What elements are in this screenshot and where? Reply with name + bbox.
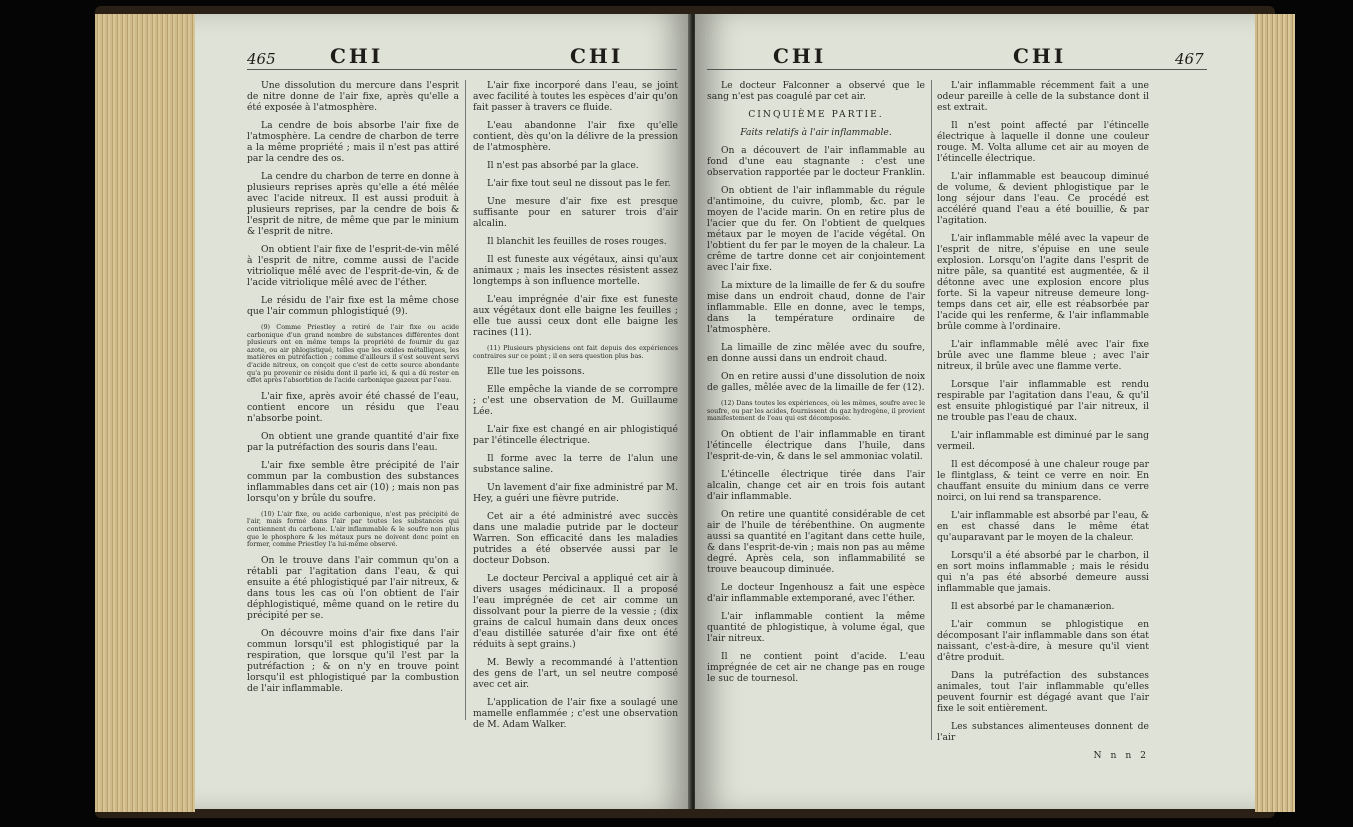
paragraph: Il n'est point affecté par l'étincelle électrique à laquelle il donne une couleur rouge. M. Volta allume cet air au moyen de l'étincelle électrique. (937, 120, 1149, 164)
paragraph: L'air inflammable mêlé avec la vapeur de l'esprit de nitre, s'épuise en une seule explosion. Lorsqu'on l'agite dans l'esprit de nitre pâle, sa quantité est augmentée, & il détonne avec une explosion encore plus forte. Si la vapeur nitreuse demeure long-temps dans cet air, elle est réabsorbée par l'acide qui les renferme, & l'air inflammable brûle comme à l'ordinaire. (937, 233, 1149, 332)
footnote: (12) Dans toutes les expériences, où les mêmes, soufre avec le soufre, ou par les acides, fournissent du gaz hydrogène, il provient manifestement de l'eau qui est décomposée. (707, 399, 925, 423)
footnote: (9) Comme Priestley a retiré de l'air fixe ou acide carbonique d'un grand nombre de substances différentes dont plusieurs ont en même temps la propriété de fournir du gaz azote, ou air phlogistiqué, telles que les oxides métalliques, les matières en putréfaction ; comme d'ailleurs il s'est souvent servi d'acide nitreux, on conçoit que c'est de cette source abondante qu'a pu provenir ce résidu dont il parle ici, & qui a dû rester en effet après l'absorbtion de l'acide carbonique gazeux par l'eau. (247, 323, 459, 385)
paragraph: L'air fixe incorporé dans l'eau, se joint avec facilité à toutes les espèces d'air qu'on fait passer à travers ce fluide. (473, 80, 678, 113)
section-subtitle: Faits relatifs à l'air inflammable. (740, 127, 892, 138)
paragraph: Un lavement d'air fixe administré par M. Hey, a guéri une fièvre putride. (473, 482, 678, 505)
paragraph: Dans la putréfaction des substances animales, tout l'air inflammable qu'elles peuvent fournir est dégagé avant que l'air fixe le soit entièrement. (937, 670, 1149, 714)
page-edges-right (1255, 14, 1295, 812)
page-number: 467 (1175, 50, 1204, 68)
text-column-1 (707, 80, 925, 691)
paragraph: L'air inflammable mêlé avec l'air fixe brûle avec une flamme bleue ; avec l'air nitreux, il brûle avec une flamme verte. (937, 339, 1149, 372)
paragraph: L'eau imprégnée d'air fixe est funeste aux végétaux dont elle baigne les feuilles ; elle tue aussi ceux dont elle baigne les racines (11). (473, 294, 678, 338)
paragraph: On obtient de l'air inflammable du régule d'antimoine, du cuivre, plomb, &c. par le moyen de l'acide marin. On en retire plus de l'acier que du fer. On l'obtient de quelques métaux par le moyen de l'acide végétal. On l'obtient du fer par le moyen de la chaleur. La crême de tartre donne cet air conjointement avec l'air fixe. (707, 185, 925, 273)
text-column-2 (473, 80, 678, 737)
running-head: CHI (330, 44, 384, 68)
footnote: (10) L'air fixe, ou acide carbonique, n'est pas précipité de l'air, mais formé dans l'air par toutes les substances qui contiennent du carbone. L'air inflammable & le soufre non plus que le phosphore & les métaux purs ne doivent donc point en former, comme Priestley l'a lui-même observé. (247, 509, 459, 549)
paragraph: L'air inflammable est absorbé par l'eau, & en est chassé dans le même état qu'auparavant par le moyen de la chaleur. (937, 510, 1149, 543)
page-edges-left (95, 14, 195, 812)
text-column-2 (937, 80, 1149, 768)
paragraph: L'application de l'air fixe a soulagé une mamelle enflammée ; c'est une observation de M. Adam Walker. (473, 697, 678, 731)
paragraph: Cet air a été administré avec succès dans une maladie putride par le docteur Warren. Son efficacité dans les maladies putrides a été observée aussi par le docteur Dobson. (473, 511, 678, 567)
paragraph: Les substances alimenteuses donnent de l'air (937, 721, 1149, 743)
header-rule (707, 69, 1207, 70)
paragraph: L'air inflammable est beaucoup diminué de volume, & devient phlogistique par le long séjour dans l'eau. Ce procédé est accéléré quand l'eau a été bouillie, & par l'agitation. (937, 171, 1149, 226)
paragraph: L'air fixe semble être précipité de l'air commun par la combustion des substances inflammables dans cet air (10) ; mais non pas lorsqu'on y brûle du soufre. (247, 459, 460, 504)
text-column-1 (247, 80, 459, 701)
page-number: 465 (247, 50, 276, 68)
paragraph: Elle empêche la viande de se corrompre ; c'est une observation de M. Guillaume Lée. (473, 384, 678, 418)
header-rule (247, 69, 677, 70)
left-page (195, 14, 690, 809)
paragraph: On en retire aussi d'une dissolution de noix de galles, mêlée avec de la limaille de fer (12). (707, 371, 925, 393)
paragraph: L'air inflammable est diminué par le sang vermeil. (937, 430, 1149, 452)
paragraph: L'air fixe est changé en air phlogistiqué par l'étincelle électrique. (473, 424, 678, 447)
paragraph: Il ne contient point d'acide. L'eau imprégnée de cet air ne change pas en rouge le suc de tournesol. (707, 650, 925, 684)
paragraph: On a découvert de l'air inflammable au fond d'une eau stagnante : c'est une observation rapportée par le docteur Franklin. (707, 145, 925, 178)
paragraph: L'air fixe tout seul ne dissout pas le fer. (487, 178, 671, 189)
paragraph: La limaille de zinc mêlée avec du soufre, en donne aussi dans un endroit chaud. (707, 342, 925, 364)
paragraph: La cendre du charbon de terre en donne à plusieurs reprises après qu'elle a été mêlée avec l'acide nitreux. Il est aussi produit à plusieurs reprises, par la cendre de bois & l'esprit de nitre, de même que par le minium & l'esprit de nitre. (247, 171, 459, 237)
paragraph: Il n'est pas absorbé par la glace. (487, 160, 639, 171)
paragraph: Il est absorbé par le chamanærion. (951, 601, 1115, 612)
paragraph: On obtient l'air fixe de l'esprit-de-vin mêlé à l'esprit de nitre, comme aussi de l'acide vitriolique mêlé avec de l'esprit-de-vin, & de l'acide vitriolique mêlé avec de l'éther. (247, 244, 459, 288)
paragraph: L'air inflammable contient la même quantité de phlogistique, à volume égal, que l'air nitreux. (707, 610, 925, 644)
paragraph: Une mesure d'air fixe est presque suffisante pour en saturer trois d'air alcalin. (473, 196, 678, 229)
section-heading: CINQUIÈME PARTIE. (748, 109, 884, 120)
paragraph: Une dissolution du mercure dans l'esprit de nitre donne de l'air fixe, après qu'elle a été exposée à l'atmosphère. (247, 80, 459, 113)
running-head-col2: CHI (1013, 44, 1067, 68)
paragraph: Il forme avec la terre de l'alun une substance saline. (473, 453, 678, 476)
paragraph: L'air inflammable récemment fait a une odeur pareille à celle de la substance dont il est extrait. (937, 80, 1149, 113)
paragraph: Il blanchit les feuilles de roses rouges. (487, 236, 667, 247)
paragraph: Lorsqu'il a été absorbé par le charbon, il en sort moins inflammable ; mais le résidu qui n'a pas été absorbé demeure aussi inflammable que jamais. (937, 550, 1149, 594)
paragraph: Le docteur Ingenhousz a fait une espèce d'air inflammable extemporané, avec l'éther. (707, 581, 925, 604)
column-divider (931, 80, 932, 740)
running-head: CHI (773, 44, 827, 68)
paragraph: Le résidu de l'air fixe est la même chose que l'air commun phlogistiqué (9). (247, 295, 459, 317)
paragraph: On découvre moins d'air fixe dans l'air commun lorsqu'il est phlogistiqué par la respiration, que lorsque qu'il l'est par la putréfaction ; & on n'y en trouve point lorsqu'il est phlogistiqué par la combustion de l'air inflammable. (247, 627, 459, 694)
paragraph: On retire une quantité considérable de cet air de l'huile de térébenthine. On augmente aussi sa quantité en l'agitant dans cette huile, & dans l'esprit-de-vin ; mais non pas au même degré. Après cela, son inflammabilité se trouve beaucoup diminuée. (707, 508, 925, 575)
footnote: (11) Plusieurs physiciens ont fait depuis des expériences contraires sur ce point ; il en sera question plus bas. (473, 344, 678, 360)
paragraph: Elle tue les poissons. (487, 366, 585, 378)
paragraph: L'air commun se phlogistique en décomposant l'air inflammable dans son état naissant, c'est-à-dire, à mesure qu'il vient d'être produit. (937, 619, 1149, 663)
paragraph: On obtient une grande quantité d'air fixe par la putréfaction des souris dans l'eau. (247, 430, 459, 453)
column-divider (465, 80, 466, 720)
signature-mark: N n n 2 (1093, 750, 1149, 761)
paragraph: On obtient de l'air inflammable en tirant l'étincelle électrique dans l'huile, dans l'esprit-de-vin, & dans le sel ammoniac volatil. (707, 428, 925, 462)
paragraph: L'étincelle électrique tirée dans l'air alcalin, change cet air en trois fois autant d'air inflammable. (707, 468, 925, 502)
paragraph: Le docteur Falconner a observé que le sang n'est pas coagulé par cet air. (707, 80, 925, 102)
paragraph: Lorsque l'air inflammable est rendu respirable par l'agitation dans l'eau, & qu'il est ensuite phlogistiqué par l'air nitreux, il ne trouble pas l'eau de chaux. (937, 379, 1149, 423)
paragraph: M. Bewly a recommandé à l'attention des gens de l'art, un sel neutre composé avec cet air. (473, 657, 678, 691)
paragraph: On le trouve dans l'air commun qu'on a rétabli par l'agitation dans l'eau, & qui ensuite a été phlogistiqué par l'air nitreux, & dans tous les cas où l'on obtient de l'air déphlogistiqué, même quand on le retire du précipité per se. (247, 554, 459, 621)
paragraph: Il est décomposé à une chaleur rouge par le flintglass, & teint ce verre en noir. En chauffant ensuite du minium dans ce verre noirci, on lui rend sa transparence. (937, 459, 1149, 503)
paragraph: La mixture de la limaille de fer & du soufre mise dans un endroit chaud, donne de l'air inflammable. Elle en donne, avec le temps, dans la température ordinaire de l'atmosphère. (707, 280, 925, 335)
paragraph: L'eau abandonne l'air fixe qu'elle contient, dès qu'on la délivre de la pression de l'atmosphère. (473, 120, 678, 153)
paragraph: L'air fixe, après avoir été chassé de l'eau, contient encore un résidu que l'eau n'absorbe point. (247, 390, 459, 424)
paragraph: Il est funeste aux végétaux, ainsi qu'aux animaux ; mais les insectes résistent assez longtemps à son influence mortelle. (473, 254, 678, 287)
running-head-col2: CHI (570, 44, 624, 68)
paragraph: La cendre de bois absorbe l'air fixe de l'atmosphère. La cendre de charbon de terre a la même propriété ; mais il n'est pas attiré par la cendre des os. (247, 120, 459, 164)
paragraph: Le docteur Percival a appliqué cet air à divers usages médicinaux. Il a proposé l'eau imprégnée de cet air comme un dissolvant pour la pierre de la vessie ; (dix grains de calcul humain dans deux onces d'eau distillée saturée d'air fixe ont été réduits à sept grains.) (473, 573, 678, 651)
right-page (695, 14, 1255, 809)
